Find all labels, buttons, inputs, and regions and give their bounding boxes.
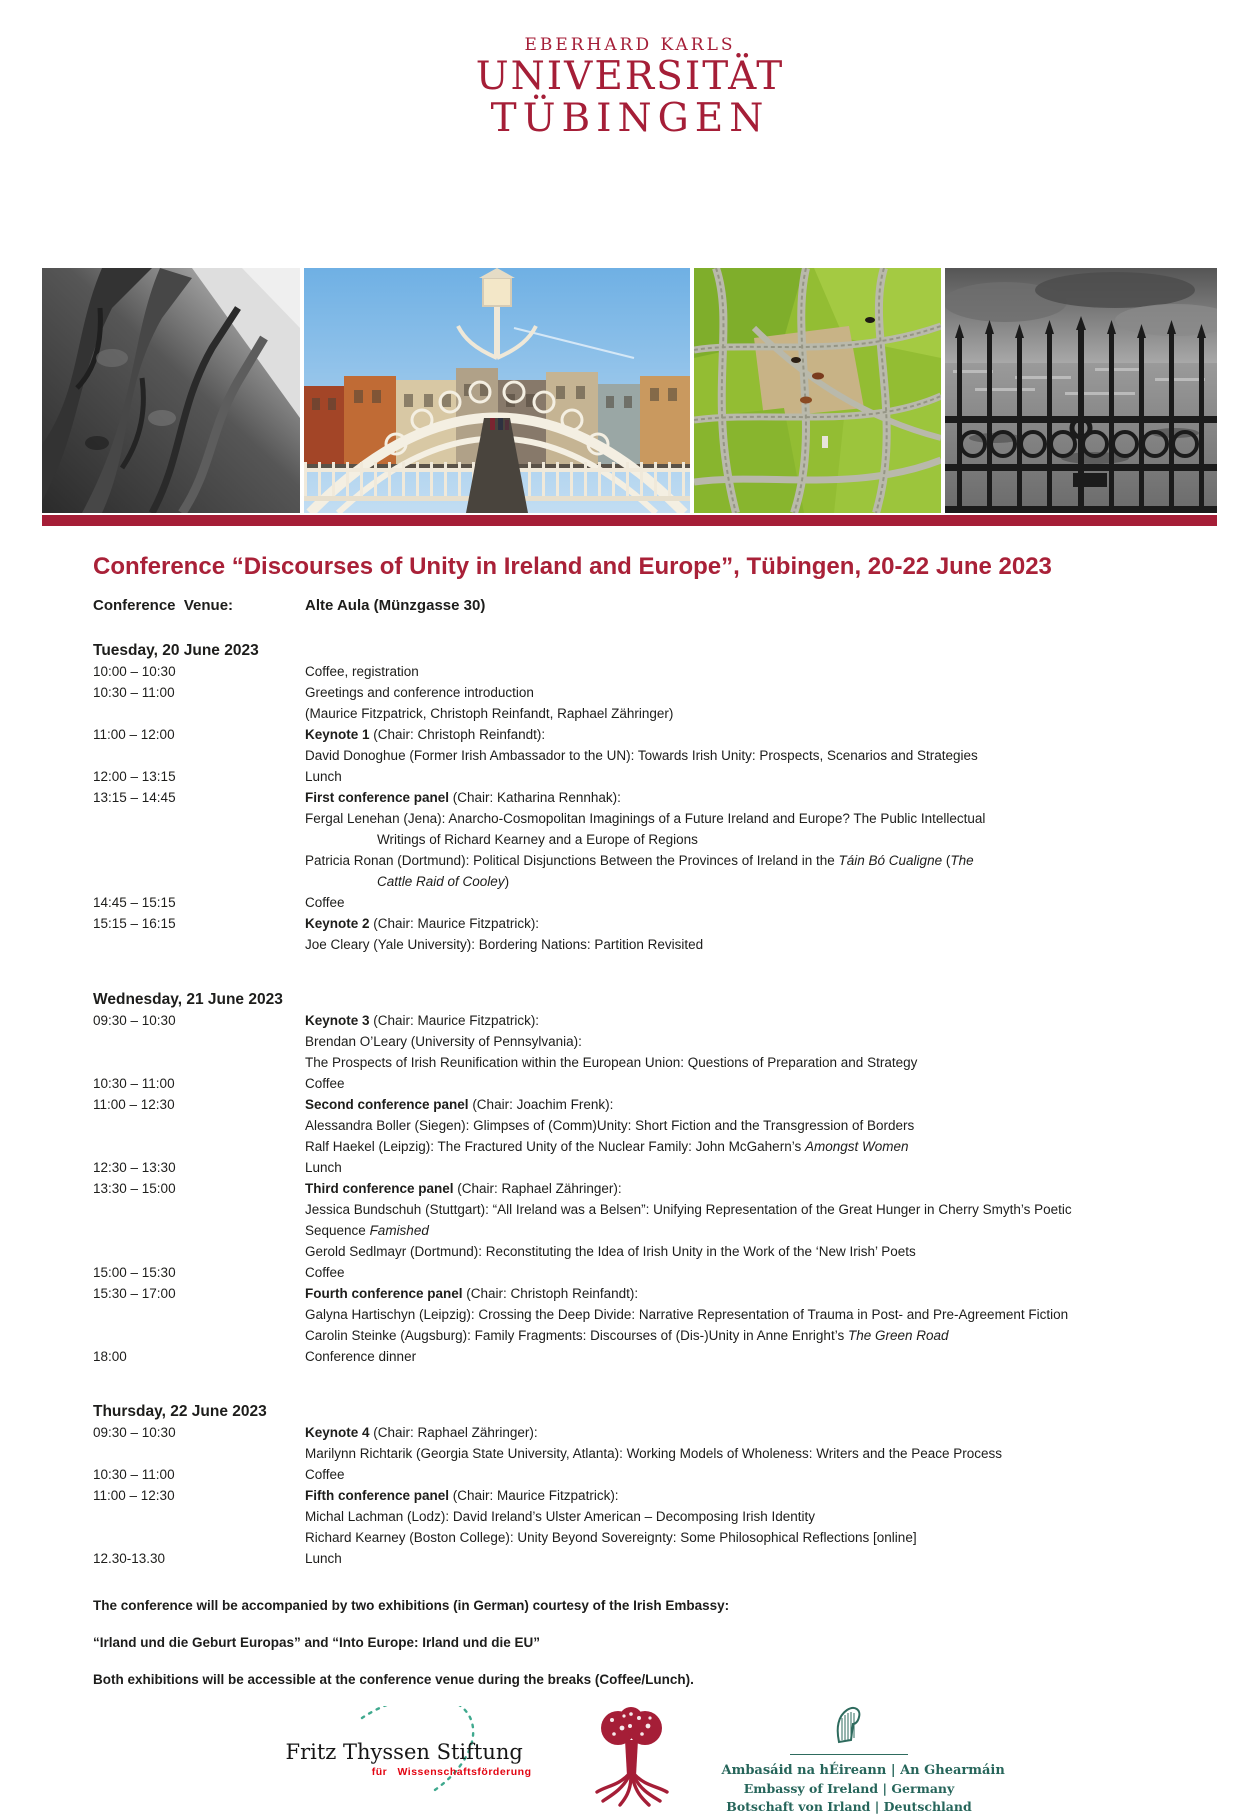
session-description xyxy=(305,1422,1190,1464)
embassy-line1: Ambasáid na hÉireann | An Ghearmáin xyxy=(721,1763,1005,1778)
irish-embassy-logo xyxy=(721,1706,1005,1816)
schedule-row xyxy=(93,1073,1190,1094)
session-line: Sequence Famished xyxy=(305,1223,429,1238)
session-line: Coffee xyxy=(305,895,345,910)
time-slot: 15:15 – 16:15 xyxy=(93,916,176,931)
time-slot: 09:30 – 10:30 xyxy=(93,1013,176,1028)
photo-strip xyxy=(42,268,1217,513)
session-description xyxy=(305,1094,1190,1157)
exhibition-paragraph: The conference will be accompanied by two exhibitions (in German) courtesy of the Irish Embassy: xyxy=(93,1598,730,1613)
schedule-row xyxy=(93,1422,1190,1464)
session-line: Lunch xyxy=(305,1551,342,1566)
session-description xyxy=(305,1346,1190,1367)
session-line: Ralf Haekel (Leipzig): The Fractured Unity of the Nuclear Family: John McGahern’s Amongst Women xyxy=(305,1139,909,1154)
session-line: Fifth conference panel (Chair: Maurice Fitzpatrick): xyxy=(305,1488,619,1503)
session-line: Richard Kearney (Boston College): Unity Beyond Sovereignty: Some Philosophical Reflections [online] xyxy=(305,1530,917,1545)
exhibition-paragraph: “Irland und die Geburt Europas” and “Into Europe: Irland und die EU” xyxy=(93,1635,541,1650)
session-line: Fourth conference panel (Chair: Christoph Reinfandt): xyxy=(305,1286,639,1301)
session-description xyxy=(305,1073,1190,1094)
session-line: Second conference panel (Chair: Joachim Frenk): xyxy=(305,1097,614,1112)
embassy-line2: Embassy of Ireland | Germany xyxy=(743,1781,955,1796)
sponsor-logos xyxy=(0,1706,1260,1816)
time-slot: 13:15 – 14:45 xyxy=(93,790,176,805)
schedule-row xyxy=(93,1178,1190,1262)
session-line: First conference panel (Chair: Katharina Rennhak): xyxy=(305,790,621,805)
session-line: Joe Cleary (Yale University): Bordering Nations: Partition Revisited xyxy=(305,937,704,952)
exhibition-paragraph: Both exhibitions will be accessible at the conference venue during the breaks (Coffee/Lunch). xyxy=(93,1672,694,1687)
schedule-row xyxy=(93,1094,1190,1157)
session-description xyxy=(305,1262,1190,1283)
time-slot: 15:00 – 15:30 xyxy=(93,1265,176,1280)
session-description xyxy=(305,1548,1190,1569)
session-line: Marilynn Richtarik (Georgia State University, Atlanta): Working Models of Wholeness: Writers and the Peace Process xyxy=(305,1446,1003,1461)
session-description xyxy=(305,1485,1190,1548)
session-line: Patricia Ronan (Dortmund): Political Disjunctions Between the Provinces of Ireland in the Táin Bó Cualigne (The xyxy=(305,853,974,868)
session-line: Lunch xyxy=(305,1160,342,1175)
session-line: Coffee xyxy=(305,1076,345,1091)
fritz-thyssen-logo xyxy=(284,1706,542,1810)
session-line: Michal Lachman (Lodz): David Ireland’s Ulster American – Decomposing Irish Identity xyxy=(305,1509,815,1524)
session-line: Coffee xyxy=(305,1265,345,1280)
time-slot: 12:30 – 13:30 xyxy=(93,1160,176,1175)
session-line: Keynote 1 (Chair: Christoph Reinfandt): xyxy=(305,727,546,742)
venue-line xyxy=(93,597,1190,614)
schedule-row xyxy=(93,1262,1190,1283)
university-logo-line2: UNIVERSITÄT xyxy=(475,54,785,99)
time-slot: 11:00 – 12:30 xyxy=(93,1097,175,1112)
session-line: Keynote 2 (Chair: Maurice Fitzpatrick): xyxy=(305,916,540,931)
harp-icon xyxy=(834,1706,864,1744)
university-logo-line1: EBERHARD KARLS xyxy=(524,35,736,55)
session-line: Carolin Steinke (Augsburg): Family Fragments: Discourses of (Dis-)Unity in Anne Enright’s The Green Road xyxy=(305,1328,949,1343)
session-line: David Donoghue (Former Irish Ambassador to the UN): Towards Irish Unity: Prospects, Scenarios and Strategies xyxy=(305,748,978,763)
photo-hapenny-bridge xyxy=(304,268,690,513)
time-slot: 15:30 – 17:00 xyxy=(93,1286,176,1301)
thyssen-subtitle: für Wissenschaftsförderung xyxy=(371,1766,532,1778)
schedule-row xyxy=(93,766,1190,787)
schedule-row xyxy=(93,1485,1190,1548)
schedule-row xyxy=(93,682,1190,724)
university-logo-line3: TÜBINGEN xyxy=(490,96,770,141)
session-line: Alessandra Boller (Siegen): Glimpses of (Comm)Unity: Short Fiction and the Transgression of Borders xyxy=(305,1118,915,1133)
session-line: Greetings and conference introduction xyxy=(305,685,534,700)
page-title: Conference “Discourses of Unity in Ireland and Europe”, Tübingen, 20-22 June 2023 xyxy=(93,553,1052,580)
time-slot: 18:00 xyxy=(93,1349,127,1364)
schedule-row xyxy=(93,724,1190,766)
accent-bar xyxy=(42,515,1217,526)
schedule-row xyxy=(93,892,1190,913)
schedule-row xyxy=(93,913,1190,955)
session-line: Galyna Hartischyn (Leipzig): Crossing the Deep Divide: Narrative Representation of Trauma in Post- and Pre-Agreement Fiction xyxy=(305,1307,1069,1322)
session-description xyxy=(305,724,1190,766)
session-description xyxy=(305,661,1190,682)
day-heading: Thursday, 22 June 2023 xyxy=(93,1403,267,1420)
venue-label: Conference Venue: xyxy=(93,597,234,614)
tuebingen-tree-icon xyxy=(594,1706,670,1810)
schedule-row xyxy=(93,661,1190,682)
session-description xyxy=(305,1464,1190,1485)
time-slot: 10:30 – 11:00 xyxy=(93,1076,175,1091)
session-description xyxy=(305,766,1190,787)
schedule-row xyxy=(93,1283,1190,1346)
session-line: (Maurice Fitzpatrick, Christoph Reinfandt, Raphael Zähringer) xyxy=(305,706,674,721)
time-slot: 13:30 – 15:00 xyxy=(93,1181,176,1196)
time-slot: 11:00 – 12:30 xyxy=(93,1488,175,1503)
schedule-row xyxy=(93,1010,1190,1073)
photo-stone-carving xyxy=(42,268,300,513)
schedule-row xyxy=(93,787,1190,892)
session-description xyxy=(305,913,1190,955)
schedule-row xyxy=(93,1157,1190,1178)
session-line: Coffee, registration xyxy=(305,664,419,679)
time-slot: 10:30 – 11:00 xyxy=(93,1467,175,1482)
photo-iron-gate-shore xyxy=(945,268,1217,513)
photo-stone-wall-fields xyxy=(694,268,941,513)
university-logo xyxy=(0,0,1260,140)
session-line: Cattle Raid of Cooley) xyxy=(377,874,510,889)
day-heading: Tuesday, 20 June 2023 xyxy=(93,642,259,659)
time-slot: 12.30-13.30 xyxy=(93,1551,166,1566)
embassy-line3: Botschaft von Irland | Deutschland xyxy=(726,1799,972,1814)
session-line: Keynote 4 (Chair: Raphael Zähringer): xyxy=(305,1425,538,1440)
session-line: Gerold Sedlmayr (Dortmund): Reconstituting the Idea of Irish Unity in the Work of the ‘New Irish’ Poets xyxy=(305,1244,916,1259)
time-slot: 14:45 – 15:15 xyxy=(93,895,176,910)
session-line: Third conference panel (Chair: Raphael Zähringer): xyxy=(305,1181,622,1196)
session-line: Writings of Richard Kearney and a Europe of Regions xyxy=(377,832,698,847)
session-line: Coffee xyxy=(305,1467,345,1482)
thyssen-name: Fritz Thyssen Stiftung xyxy=(285,1740,523,1764)
session-description xyxy=(305,1010,1190,1073)
session-line: Fergal Lenehan (Jena): Anarcho-Cosmopolitan Imaginings of a Future Ireland and Europe? The Public Intellectual xyxy=(305,811,986,826)
time-slot: 10:00 – 10:30 xyxy=(93,664,176,679)
exhibitions-note xyxy=(93,1595,1190,1690)
session-line: Conference dinner xyxy=(305,1349,417,1364)
schedule xyxy=(93,640,1190,1569)
session-description xyxy=(305,892,1190,913)
time-slot: 09:30 – 10:30 xyxy=(93,1425,176,1440)
embassy-divider xyxy=(790,1754,908,1755)
time-slot: 10:30 – 11:00 xyxy=(93,685,175,700)
session-description xyxy=(305,1283,1190,1346)
venue-value: Alte Aula (Münzgasse 30) xyxy=(305,597,486,614)
time-slot: 11:00 – 12:00 xyxy=(93,727,175,742)
session-line: Keynote 3 (Chair: Maurice Fitzpatrick): xyxy=(305,1013,540,1028)
schedule-row xyxy=(93,1346,1190,1367)
schedule-row xyxy=(93,1464,1190,1485)
session-description xyxy=(305,1157,1190,1178)
schedule-row xyxy=(93,1548,1190,1569)
session-description xyxy=(305,682,1190,724)
session-line: The Prospects of Irish Reunification within the European Union: Questions of Preparation and Strategy xyxy=(305,1055,918,1070)
session-description xyxy=(305,787,1190,892)
conference-program xyxy=(93,553,1190,1690)
session-line: Lunch xyxy=(305,769,342,784)
time-slot: 12:00 – 13:15 xyxy=(93,769,176,784)
session-description xyxy=(305,1178,1190,1262)
session-line: Brendan O’Leary (University of Pennsylvania): xyxy=(305,1034,582,1049)
session-line: Jessica Bundschuh (Stuttgart): “All Ireland was a Belsen”: Unifying Representation of the Great Hunger in Cherry Smyth’s Poetic xyxy=(305,1202,1072,1217)
day-heading: Wednesday, 21 June 2023 xyxy=(93,991,283,1008)
